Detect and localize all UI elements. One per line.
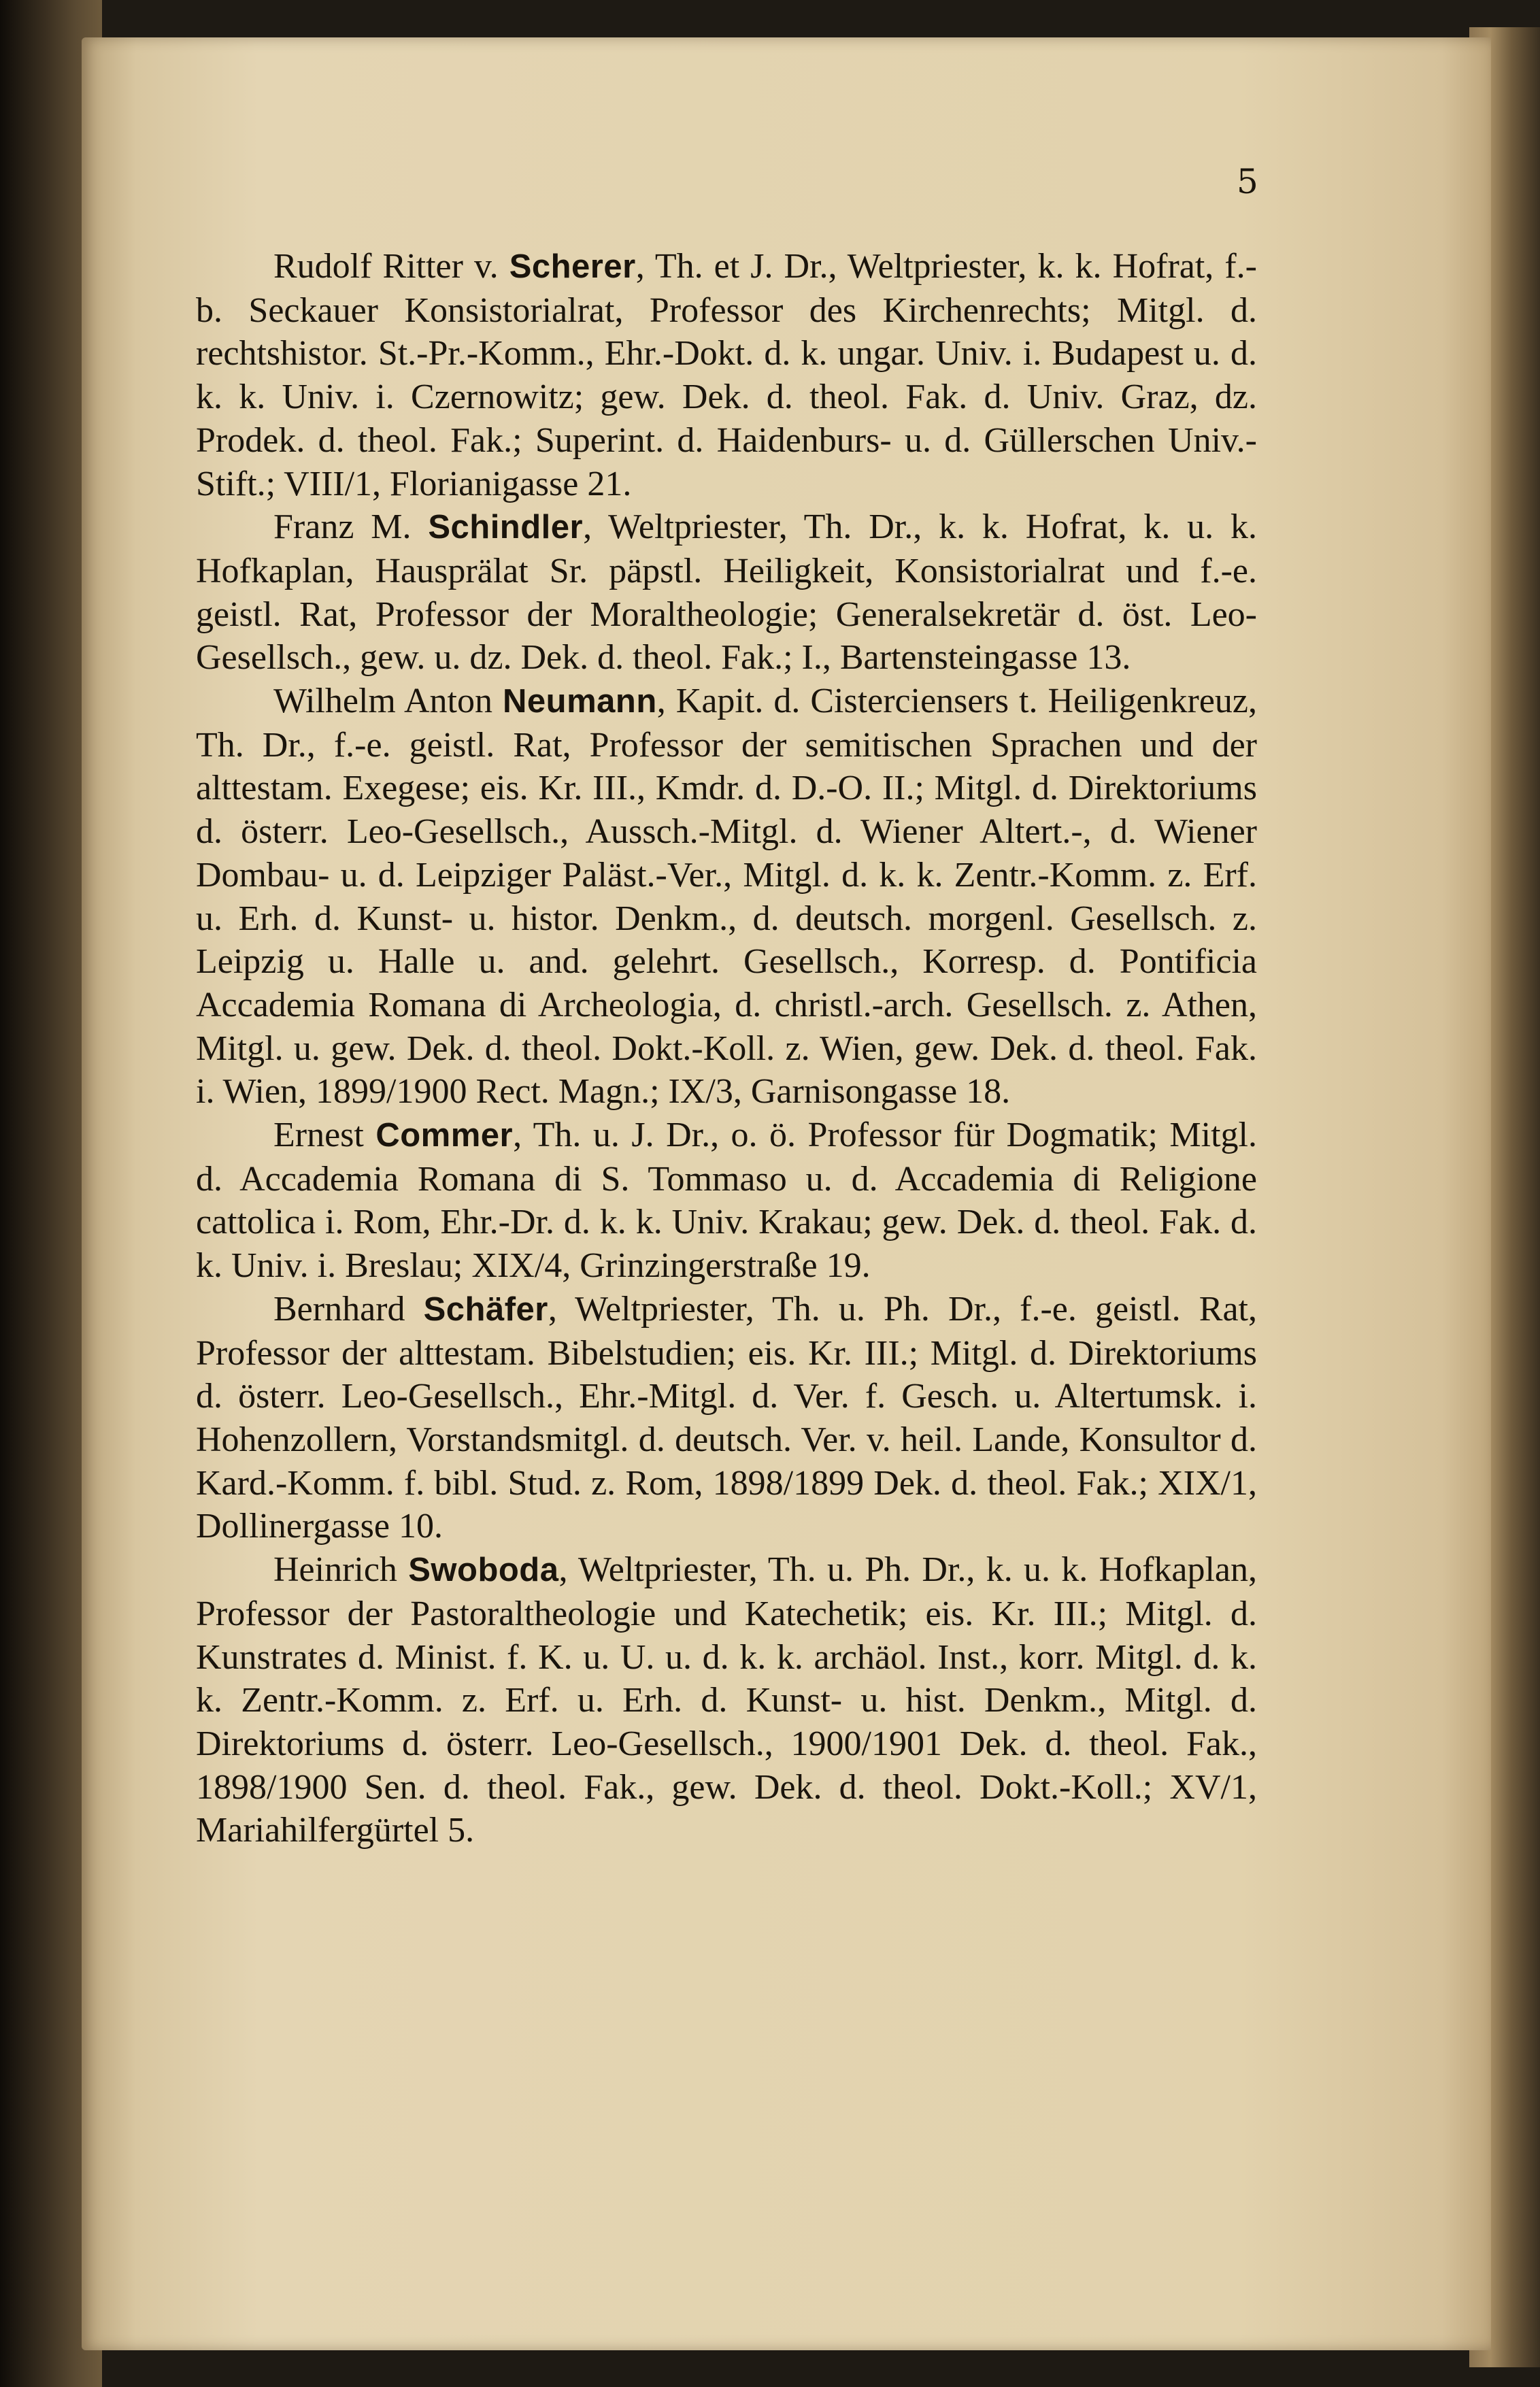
entry-details: , Weltpriester, Th. u. Ph. Dr., f.-e. geistl. Rat, Professor der alttestam. Bibelstudien; eis. Kr. III.; Mitgl. d. Direktoriums d. österr. Leo-Gesellsch., Ehr.-Mitgl. d. Ver. f. Gesch. u. Altertumsk. i. Hohenzollern, Vorstandsmitgl. d. deutsch. Ver. v. heil. Lande, Konsultor d. Kard.-Komm. f. bibl. Stud. z. Rom, 1898/1899 Dek. d. theol. Fak.; XIX/1, Dollinergasse 10. — [196, 1289, 1257, 1546]
entry-details: , Th. u. J. Dr., o. ö. Professor für Dogmatik; Mitgl. d. Accademia Romana di S. Tommaso u. d. Accademia di Religione cattolica i. Rom, Ehr.-Dr. d. k. k. Univ. Krakau; gew. Dek. d. theol. Fak. d. k. Univ. i. Breslau; XIX/4, Grinzingerstraße 19. — [196, 1116, 1257, 1286]
entry-given-name: Bernhard — [273, 1289, 405, 1329]
entry-surname: Neumann — [503, 683, 657, 720]
entry-given-name: Ernest — [273, 1116, 364, 1155]
entry-scherer — [196, 245, 1257, 505]
entry-surname: Schäfer — [423, 1290, 548, 1328]
entry-schaefer — [196, 1288, 1257, 1548]
entry-surname: Swoboda — [408, 1552, 559, 1589]
entry-surname: Schindler — [428, 509, 584, 546]
entry-given-name: Heinrich — [273, 1550, 397, 1590]
entry-swoboda — [196, 1548, 1257, 1852]
entry-details: , Th. et J. Dr., Weltpriester, k. k. Hofrat, f.-b. Seckauer Konsistorialrat, Professor des Kirchenrechts; Mitgl. d. rechtshistor. St.-Pr.-Komm., Ehr.-Dokt. d. k. ungar. Univ. i. Budapest u. d. k. k. Univ. i. Czernowitz; gew. Dek. d. theol. Fak. d. Univ. Graz, dz. Prodek. d. theol. Fak.; Superint. d. Haidenburs- u. d. Güllerschen Univ.-Stift.; VIII/1, Florianigasse 21. — [196, 247, 1257, 503]
entry-details: , Weltpriester, Th. Dr., k. k. Hofrat, k. u. k. Hofkaplan, Hausprälat Sr. päpstl. Heiligkeit, Konsistorialrat und f.-e. geistl. Rat, Professor der Moraltheologie; Generalsekretär d. öst. Leo-Gesellsch., gew. u. dz. Dek. d. theol. Fak.; I., Bartensteingasse 13. — [196, 507, 1257, 678]
entry-details: , Kapit. d. Cisterciensers t. Heiligenkreuz, Th. Dr., f.-e. geistl. Rat, Professor der semitischen Sprachen und der alttestam. Exegese; eis. Kr. III., Kmdr. d. D.-O. II.; Mitgl. d. Direktoriums d. österr. Leo-Gesellsch., Aussch.-Mitgl. d. Wiener Altert.-, d. Wiener Dombau- u. d. Leipziger Paläst.-Ver., Mitgl. d. k. k. Zentr.-Komm. z. Erf. u. Erh. d. Kunst- u. histor. Denkm., d. deutsch. morgenl. Gesellsch. z. Leipzig u. Halle u. and. gelehrt. Gesellsch., Korresp. d. Pontificia Accademia Romana di Archeologia, d. christl.-arch. Gesellsch. z. Athen, Mitgl. u. gew. Dek. d. theol. Dokt.-Koll. z. Wien, gew. Dek. d. theol. Fak. i. Wien, 1899/1900 Rect. Magn.; IX/3, Garnisongasse 18. — [196, 682, 1258, 1112]
page-number: 5 — [1237, 162, 1258, 201]
entry-given-name: Wilhelm Anton — [273, 682, 493, 721]
entry-details: , Weltpriester, Th. u. Ph. Dr., k. u. k. Hofkaplan, Professor der Pastoraltheologie und Katechetik; eis. Kr. III.; Mitgl. d. Kunstrates d. Minist. f. K. u. U. u. d. k. k. archäol. Inst., korr. Mitgl. d. k. k. Zentr.-Komm. z. Erf. u. Erh. d. Kunst- u. hist. Denkm., Mitgl. d. Direktoriums d. österr. Leo-Gesellsch., 1900/1901 Dek. d. theol. Fak., 1898/1900 Sen. d. theol. Fak., gew. Dek. d. theol. Dokt.-Koll.; XV/1, Mariahilfergürtel 5. — [196, 1550, 1258, 1850]
entry-neumann — [196, 680, 1257, 1114]
entry-surname: Commer — [375, 1117, 514, 1154]
entry-schindler — [196, 505, 1257, 680]
entry-given-name: Rudolf Ritter v. — [273, 247, 499, 286]
entry-commer — [196, 1114, 1257, 1288]
directory-text — [196, 245, 1257, 1852]
entry-given-name: Franz M. — [273, 507, 412, 547]
entry-surname: Scherer — [509, 248, 636, 285]
